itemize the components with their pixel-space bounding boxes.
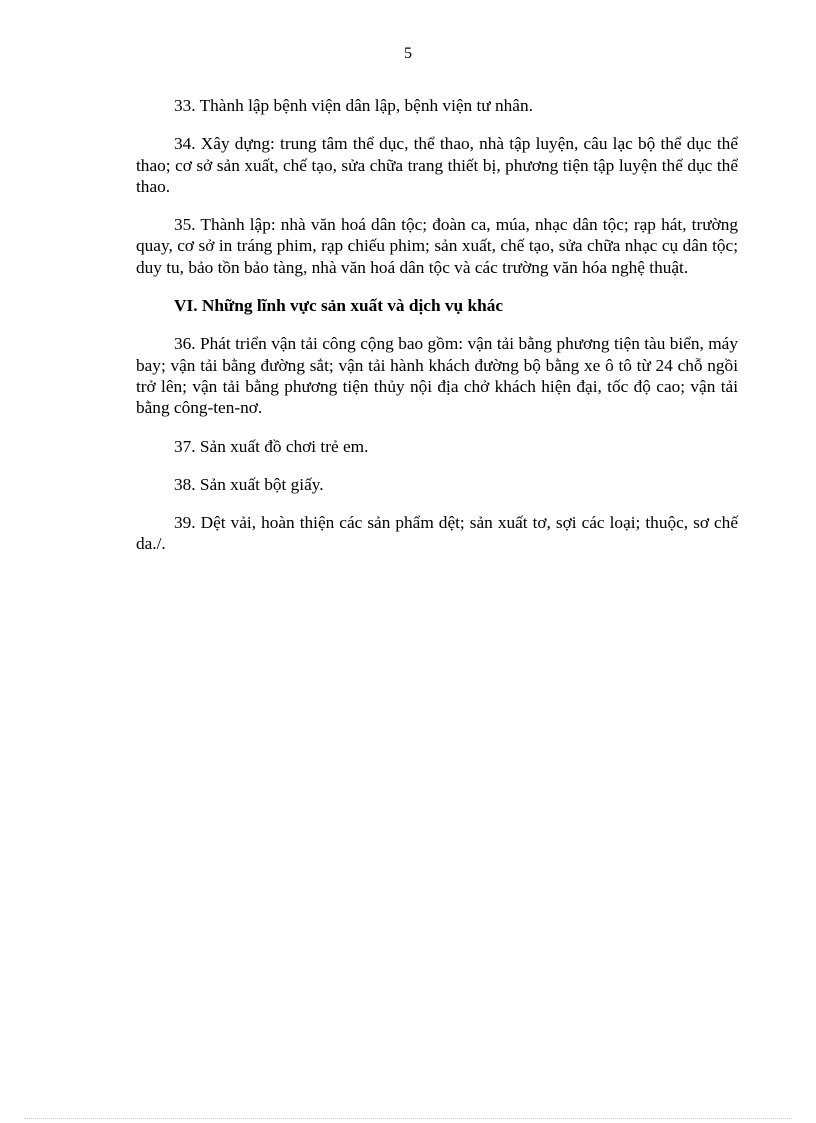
item-35: 35. Thành lập: nhà văn hoá dân tộc; đoàn ca, múa, nhạc dân tộc; rạp hát, trường quay, cơ sở in tráng phim, rạp chiếu phim; sản xuất, chế tạo, sửa chữa nhạc cụ dân tộc; duy tu, bảo tồn bảo tàng, nhà văn hoá dân tộc và các trường văn hóa nghệ thuật. <box>136 215 738 277</box>
item-36: 36. Phát triển vận tải công cộng bao gồm: vận tải bằng phương tiện tàu biển, máy bay; vận tải bằng đường sắt; vận tải hành khách đường bộ bằng xe ô tô từ 24 chỗ ngồi trở lên; vận tải bằng phương tiện thủy nội địa chở khách hiện đại, tốc độ cao; vận tải bằng công-ten-nơ. <box>136 334 738 418</box>
page-bottom-divider <box>24 1118 792 1119</box>
item-37: 37. Sản xuất đồ chơi trẻ em. <box>174 436 369 456</box>
section-heading: VI. Những lĩnh vực sản xuất và dịch vụ khác <box>174 296 504 316</box>
item-33: 33. Thành lập bệnh viện dân lập, bệnh viện tư nhân. <box>174 96 533 115</box>
page-number: 5 <box>404 45 412 62</box>
item-39: 39. Dệt vải, hoàn thiện các sản phẩm dệt; sản xuất tơ, sợi các loại; thuộc, sơ chế da./. <box>136 513 738 554</box>
item-34: 34. Xây dựng: trung tâm thể dục, thể thao, nhà tập luyện, câu lạc bộ thể dục thể thao; cơ sở sản xuất, chế tạo, sửa chữa trang thiết bị, phương tiện tập luyện thể dục thể thao. <box>136 134 738 196</box>
item-38: 38. Sản xuất bột giấy. <box>174 474 324 494</box>
document-body <box>136 95 738 572</box>
